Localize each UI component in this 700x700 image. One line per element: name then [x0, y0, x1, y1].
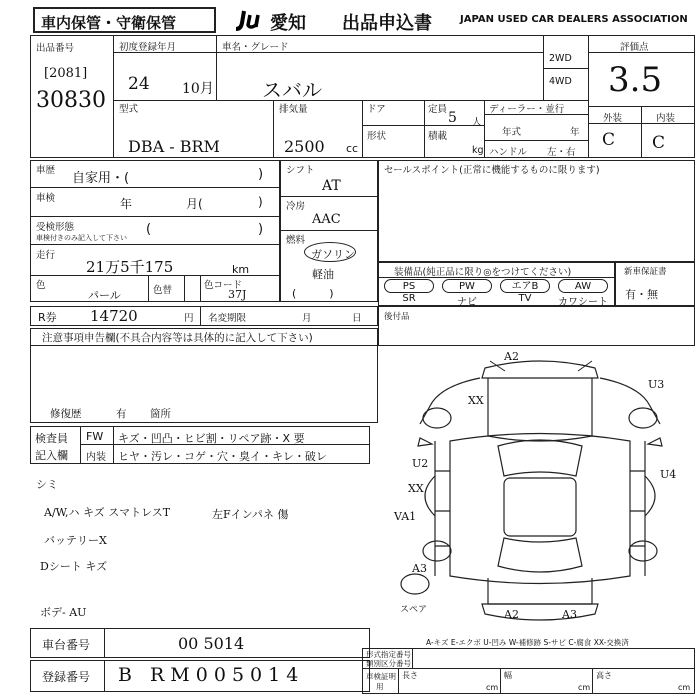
- inspection-close: ): [258, 195, 263, 209]
- drive-4wd: 4WD: [549, 76, 572, 87]
- diagram-mark-va1: VA1: [394, 510, 417, 523]
- grade-label: 評価点: [620, 42, 649, 53]
- recycle-label: R券: [38, 311, 57, 324]
- plate-value: B RM005014: [118, 664, 305, 686]
- storage-label: 車内保管・守衛保管: [41, 14, 177, 32]
- equipment-item-7: カワシート: [558, 297, 608, 308]
- first-reg-label: 初度登録年月: [119, 42, 177, 53]
- history-close: ): [258, 167, 264, 182]
- equipment-item-2: エアB: [500, 279, 550, 293]
- inspector-label-2: 記入欄: [35, 449, 68, 462]
- inspector-label-1: 検査員: [35, 432, 68, 445]
- handle-label: ハンドル: [489, 147, 528, 158]
- recycle-value: 14720: [90, 307, 138, 325]
- warranty-label: 新車保証書: [624, 267, 667, 277]
- remark-4: バッテリーX: [44, 534, 107, 547]
- width-label: 幅: [504, 671, 512, 680]
- equipment-item-1: PW: [442, 279, 492, 293]
- ju-logo: [236, 9, 270, 31]
- capacity-value: 5: [448, 110, 457, 126]
- doors-label: ドア: [367, 104, 386, 115]
- interior-value: C: [652, 133, 666, 153]
- color-label: 色: [36, 280, 46, 291]
- int-label: 内装: [86, 452, 106, 463]
- ac-label: 冷房: [286, 201, 306, 212]
- model-year-label: 年式: [502, 127, 522, 138]
- length-unit: cm: [486, 683, 499, 692]
- reg-year: 24: [128, 74, 150, 94]
- diagram-mark-left: U2: [412, 457, 429, 470]
- remark-6: ボデ- AU: [40, 606, 87, 619]
- plate-label: 登録番号: [42, 670, 91, 684]
- notes-label: 注意事項申告欄(不具合内容等は具体的に記入して下さい): [42, 332, 313, 344]
- color-change-label: 色替: [153, 285, 173, 296]
- inspection-month: 月(: [186, 197, 203, 211]
- dealer-label: ディーラー・並行: [489, 104, 565, 115]
- warranty-options: 有・無: [625, 288, 658, 301]
- name-change-month: 月: [302, 313, 312, 324]
- chassis-value: 00 5014: [178, 634, 245, 653]
- chassis-label: 車台番号: [42, 638, 91, 652]
- model-label: 車名・グレード: [222, 42, 289, 53]
- sales-point-label: セールスポイント(正常に機能するものに限ります): [384, 165, 600, 176]
- fuel-paren: ( ): [292, 287, 334, 300]
- height-unit: cm: [678, 683, 691, 692]
- rear-seat-block: [378, 306, 695, 346]
- shift-value: AT: [322, 178, 341, 194]
- equipment-item-6: TV: [518, 293, 532, 304]
- color-value: パール: [88, 289, 121, 302]
- model-year-unit: 年: [570, 127, 580, 138]
- length-label: 長さ: [402, 671, 418, 680]
- equipment-item-5: ナビ: [457, 297, 477, 308]
- type-label: 型式: [119, 104, 139, 115]
- color-code-label: 色コード: [204, 280, 243, 291]
- diagram-mark-fr: U3: [648, 378, 665, 391]
- lot-label: 出品番号: [36, 43, 75, 54]
- fuel-gasoline: ガソリン: [311, 248, 355, 261]
- exterior-label: 外装: [603, 113, 623, 124]
- diagram-mark-rear-2: A3: [562, 608, 577, 621]
- exterior-value: C: [602, 130, 616, 150]
- capacity-unit: 人: [472, 117, 482, 128]
- reg-cert-label-2: 用: [376, 682, 384, 691]
- equipment-item-3: AW: [558, 279, 608, 293]
- fw-items: キズ・凹凸・ヒビ割・リペア跡・X 要: [118, 432, 305, 445]
- width-unit: cm: [578, 683, 591, 692]
- mileage-label: 走行: [36, 250, 56, 261]
- fuel-label: 燃料: [286, 235, 306, 246]
- remark-5: Dシート キズ: [40, 560, 108, 573]
- lot-code: [2081]: [44, 66, 88, 81]
- grade-score: 3.5: [608, 60, 663, 100]
- inspection-label: 車検: [36, 193, 56, 204]
- mileage-value: 21万5千175: [86, 258, 174, 276]
- remark-2: A/W,ハ キズ スマトレスT: [44, 506, 171, 519]
- association: JAPAN USED CAR DEALERS ASSOCIATION: [460, 14, 688, 25]
- fuel-diesel: 軽油: [312, 268, 334, 281]
- diagram-mark-front: A2: [504, 350, 519, 363]
- diagram-mark-rl: A3: [412, 562, 427, 575]
- name-change-label: 名変期限: [208, 313, 247, 324]
- prefecture: 愛知: [270, 13, 306, 34]
- capacity-label: 定員: [428, 104, 448, 115]
- name-change-day: 日: [352, 313, 362, 324]
- cert-label-1: 形式指定番号: [366, 650, 411, 659]
- displacement-value: 2500: [284, 137, 325, 156]
- history-label: 車歴: [36, 165, 56, 176]
- shift-label: シフト: [286, 165, 315, 176]
- remark-3: 左Fインパネ 傷: [212, 508, 289, 521]
- load-unit: kg: [472, 145, 484, 156]
- displacement-label: 排気量: [279, 104, 308, 115]
- inspection-year: 年: [120, 197, 133, 211]
- mileage-unit: km: [232, 263, 250, 276]
- model-value: スバル: [262, 78, 322, 102]
- repair-suffix: 箇所: [150, 408, 171, 420]
- interior-label: 内装: [656, 113, 676, 124]
- recycle-block: [30, 306, 378, 326]
- diagram-mark-fl: XX: [468, 394, 484, 407]
- fw-label: FW: [86, 430, 104, 443]
- acceptance-close: ): [258, 222, 264, 237]
- height-label: 高さ: [596, 671, 612, 680]
- acceptance-note: 車検付きのみ記入して下さい: [36, 234, 127, 242]
- remark-1: シミ: [36, 478, 58, 491]
- lot-number: 30830: [36, 88, 106, 113]
- type-value: DBA - BRM: [128, 137, 220, 156]
- reg-month: 10月: [182, 81, 214, 97]
- reg-cert-label-1: 車検証明: [366, 672, 396, 681]
- storage-label-box: [33, 7, 216, 33]
- repair-value: 有: [116, 408, 127, 420]
- history-value: 自家用・(: [72, 171, 130, 186]
- diagram-mark-right: U4: [660, 468, 677, 481]
- diagram-mark-rear-1: A2: [504, 608, 519, 621]
- rear-seat-label: 後付品: [384, 312, 410, 322]
- color-code-value: 37J: [228, 288, 247, 301]
- displacement-unit: cc: [346, 142, 359, 155]
- spare-label: スペア: [400, 605, 428, 615]
- equipment-label: 装備品(純正品に限り◎をつけてください): [394, 267, 572, 278]
- acceptance-open: (: [146, 222, 152, 237]
- int-items: ヒヤ・汚レ・コゲ・穴・臭イ・キレ・破レ: [118, 450, 327, 463]
- equipment-item-0: PS: [384, 279, 434, 293]
- drive-2wd: 2WD: [549, 53, 572, 64]
- diagram-legend: A-キズ E-エクボ U-凹み W-補修跡 S-サビ C-腐食 XX-交換済: [426, 638, 629, 647]
- load-label: 積載: [428, 131, 448, 142]
- equipment-item-4: SR: [402, 293, 416, 304]
- repair-label: 修復歴: [50, 408, 82, 420]
- cert-label-2: 類別区分番号: [366, 659, 411, 668]
- handle-options: 左・右: [547, 147, 576, 158]
- acceptance-label: 受検形態: [36, 222, 75, 233]
- ju-logo-icon: [236, 9, 270, 31]
- ac-value: AAC: [312, 212, 341, 227]
- diagram-mark-mid: XX: [408, 482, 424, 495]
- form-title: 出品申込書: [342, 13, 432, 34]
- recycle-unit: 円: [184, 313, 194, 324]
- shape-label: 形状: [367, 131, 387, 142]
